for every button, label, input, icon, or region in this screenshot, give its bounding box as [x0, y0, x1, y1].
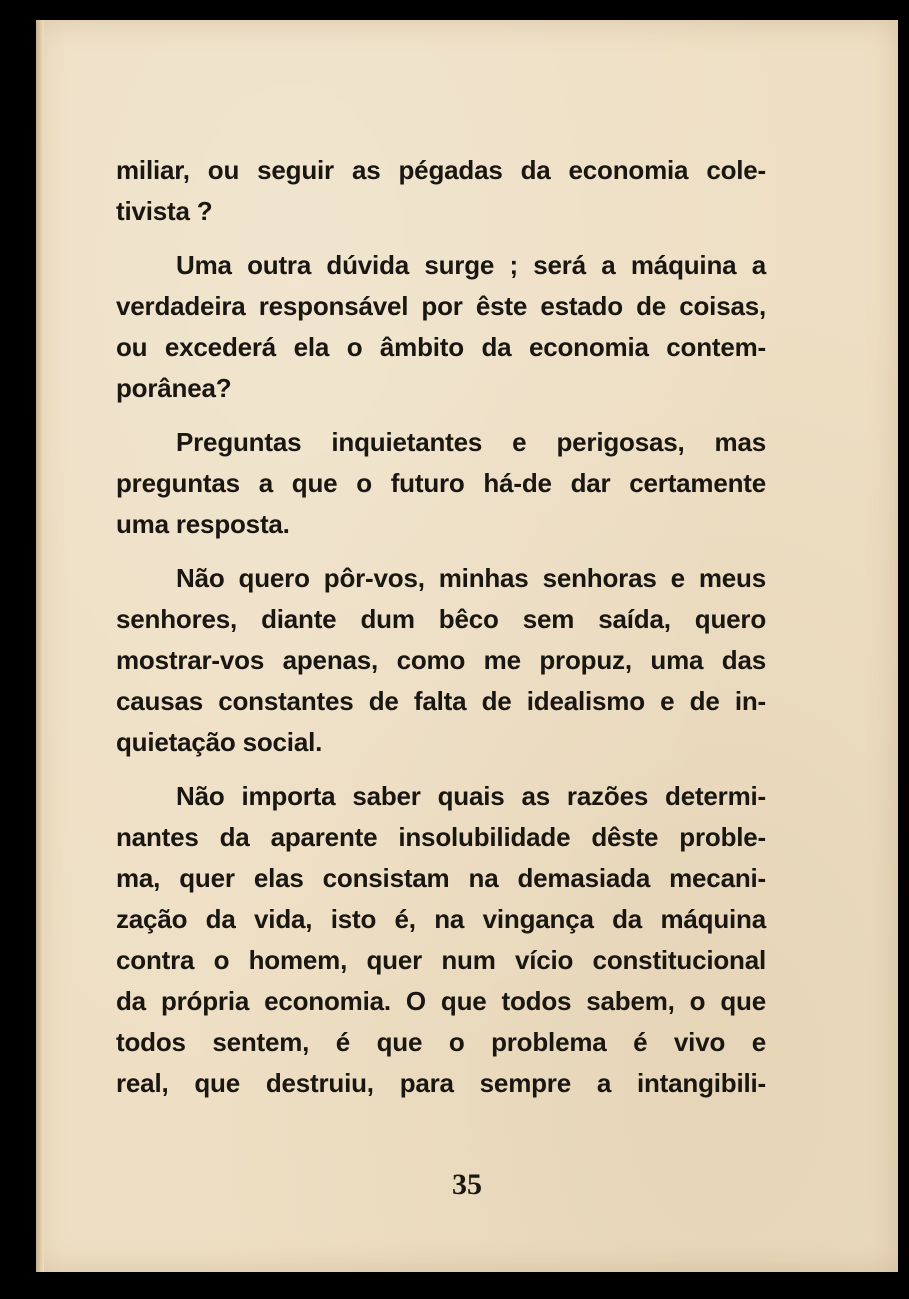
text-line: quietação social.: [116, 727, 323, 757]
text-line: Preguntas inquietantes e perigosas, mas: [176, 427, 766, 457]
text-line: tivista ?: [116, 196, 213, 226]
text-line: senhores, diante dum bêco sem saída, quero: [116, 604, 766, 634]
paragraph-2: [116, 245, 766, 409]
text-line: Não quero pôr-vos, minhas senhoras e meus: [176, 563, 766, 593]
text-line: ma, quer elas consistam na demasiada mecani-: [116, 863, 766, 893]
text-line: uma resposta.: [116, 509, 290, 539]
text-line: verdadeira responsável por êste estado de coisas,: [116, 291, 766, 321]
text-line: zação da vida, isto é, na vingança da máquina: [116, 904, 766, 934]
text-line: da própria economia. O que todos sabem, o que: [116, 986, 766, 1016]
paragraph-1: [116, 150, 766, 232]
text-line: mostrar-vos apenas, como me propuz, uma das: [116, 645, 766, 675]
text-line: nantes da aparente insolubilidade dêste proble-: [116, 822, 766, 852]
text-line: porânea?: [116, 373, 232, 403]
page-spine-shadow: [36, 20, 44, 1272]
text-line: Uma outra dúvida surge ; será a máquina a: [176, 250, 766, 280]
text-line: Não importa saber quais as razões determi-: [176, 781, 766, 811]
book-page: [36, 20, 898, 1272]
page-number: 35: [452, 1168, 482, 1201]
text-line: ou excederá ela o âmbito da economia contem-: [116, 332, 766, 362]
text-line: real, que destruiu, para sempre a intangibili-: [116, 1068, 766, 1098]
text-line: contra o homem, quer num vício constitucional: [116, 945, 766, 975]
paragraph-4: [116, 558, 766, 763]
text-line: todos sentem, é que o problema é vivo e: [116, 1027, 766, 1057]
text-line: miliar, ou seguir as pégadas da economia cole-: [116, 155, 766, 185]
text-line: preguntas a que o futuro há-de dar certamente: [116, 468, 766, 498]
paragraph-3: [116, 422, 766, 545]
text-line: causas constantes de falta de idealismo e de in-: [116, 686, 766, 716]
paragraph-5: [116, 776, 766, 1104]
body-text: [116, 150, 766, 1117]
